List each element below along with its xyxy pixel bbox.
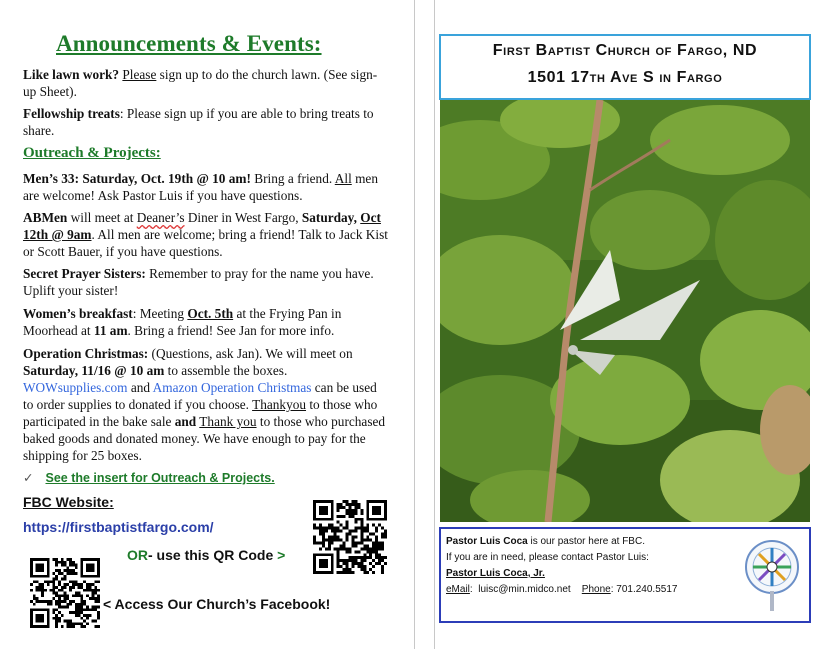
outreach-title: Outreach & Projects: — [23, 145, 161, 161]
fellowship-paragraph: Fellowship treats: Please sign up if you are able to bring treats to share. — [23, 106, 374, 138]
announcements-page — [0, 0, 400, 649]
announcements-title: Announcements & Events: — [56, 31, 322, 56]
abmen-paragraph: ABMen will meet at Deaner’s Diner in West Fargo, Saturday, Oct 12th @ 9am. All men are welcome; bring a friend! Talk to Jack Kist or Scott Bauer, if you have questions. — [23, 210, 388, 259]
lawn-paragraph: Like lawn work? Please sign up to do the church lawn. (See sign-up Sheet). — [23, 67, 378, 99]
pastor-full-name: Pastor Luis Coca, Jr. — [446, 568, 545, 579]
insert-note — [23, 470, 275, 485]
checkmark-icon: ✓ — [23, 471, 34, 485]
butterfly-photo — [440, 100, 810, 522]
prayer-paragraph: Secret Prayer Sisters: Remember to pray for the name you have. Uplift your sister! — [23, 266, 374, 298]
website-label: FBC Website: — [23, 494, 114, 510]
women-paragraph: Women’s breakfast: Meeting Oct. 5th at the Frying Pan in Moorhead at 11 am. Bring a friend! See Jan for more info. — [23, 306, 342, 338]
pastor-info-box — [439, 527, 811, 623]
facebook-note: < Access Our Church’s Facebook! — [103, 596, 331, 612]
amazon-operation-christmas-link[interactable]: Amazon Operation Christmas — [152, 380, 312, 395]
pastor-email[interactable]: luisc@min.midco.net — [478, 584, 571, 595]
pastor-name: Pastor Luis Coca — [446, 536, 528, 547]
mens-paragraph: Men’s 33: Saturday, Oct. 19th @ 10 am! Bring a friend. All men are welcome! Ask Pastor Luis if you have questions. — [23, 171, 378, 203]
website-url[interactable]: https://firstbaptistfargo.com/ — [23, 519, 214, 535]
christmas-paragraph: Operation Christmas: (Questions, ask Jan). We will meet on Saturday, 11/16 @ 10 am to assemble the boxes. WOWsupplies.com and Amazon Operation Christmas can be used to order supplies to donated if you choose. Thankyou to those who participated in the bake sale and Thank you to those who purchased baked goods and donated money. We have enough to pay for the shipping for 25 boxes. — [23, 346, 386, 463]
cover-header — [439, 34, 811, 100]
church-name: First Baptist Church of Fargo, ND — [492, 42, 758, 59]
facebook-qr-code[interactable] — [30, 558, 100, 628]
church-logo-icon — [741, 535, 803, 613]
website-qr-code[interactable] — [313, 500, 387, 574]
qr-code-note: OR- use this QR Code > — [127, 547, 286, 563]
page-fold-line — [414, 0, 415, 649]
pastor-phone: 701.240.5517 — [616, 584, 678, 595]
page-fold-line — [434, 0, 435, 649]
wowsupplies-link[interactable]: WOWsupplies.com — [23, 380, 128, 395]
insert-link[interactable]: See the insert for Outreach & Projects. — [45, 471, 275, 485]
pastor-info-text: Pastor Luis Coca is our pastor here at FBC. If you are in need, please contact Pastor Luis: Pastor Luis Coca, Jr. eMail: luisc@min.midco.net Phone: 701.240.5517 — [446, 536, 678, 595]
church-address: 1501 17th Ave S in Fargo — [527, 69, 723, 86]
